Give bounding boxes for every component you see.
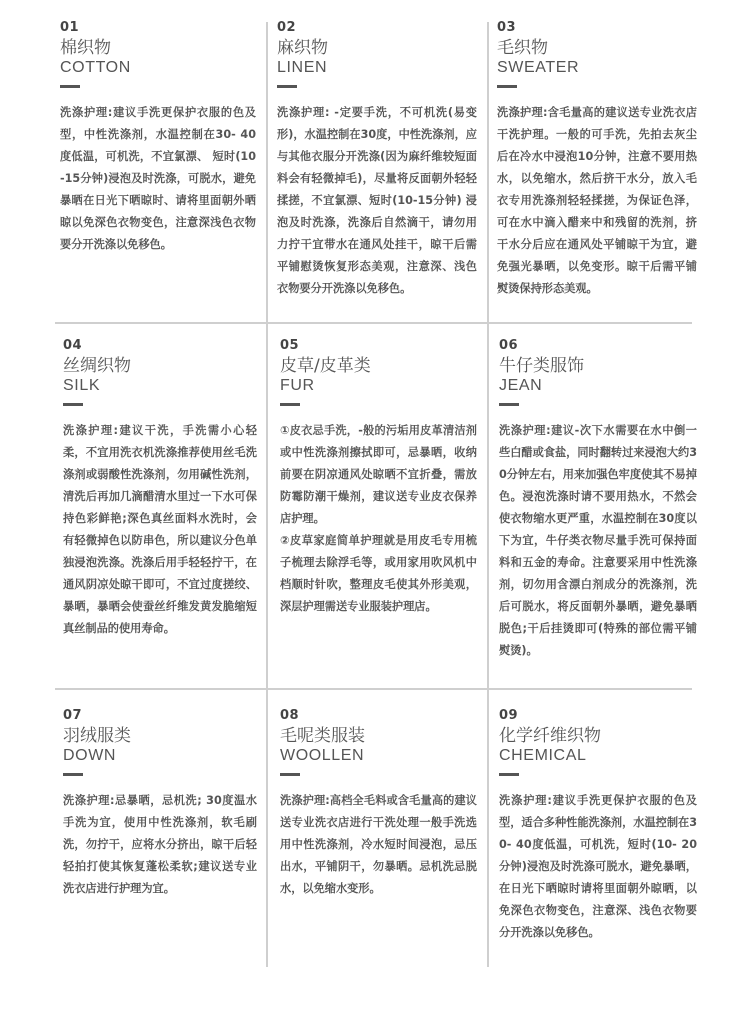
care-instructions [497, 102, 697, 300]
fabric-number: 05 [280, 338, 300, 353]
care-paragraph: 洗涤护理:建议-次下水需要在水中倒一些白醋或食盐，同时翻转过来浸泡大约30分钟左右，用来加强色牢度使其不易掉色。浸泡洗涤时请不要用热水，不然会使衣物缩水更严重，水温控制在30度以下为宜，牛仔类衣物尽量手洗可保持面料和五金的寿命。注意要采用中性洗涤剂，切勿用含漂白剂成分的洗涤剂，洗后可脱水，将反面朝外暴晒，避免暴晒脱色;干后挂烫即可(特殊的部位需平铺熨烫)。 [499, 424, 697, 657]
care-instructions [60, 102, 256, 256]
care-paragraph: 洗涤护理:建议手洗更保护衣服的色及型，中性洗涤剂，水温控制在30- 40度低温，可机洗，不宜氯漂、 短时(10-15分钟)浸泡及时洗涤，可脱水，避免暴晒在日光下晒晾时、请将里面朝外晒晾以免深色衣物变色，注意深浅色衣物要分开洗涤以免移色。 [60, 106, 256, 251]
fabric-name-cn: 皮草/皮革类 [280, 356, 371, 376]
care-instructions [499, 790, 697, 944]
fabric-name-en: CHEMICAL [499, 747, 587, 764]
care-instructions [63, 790, 257, 900]
care-paragraph: 洗涤护理: -定要手洗，不可机洗(易变形)，水温控制在30度，中性洗涤剂，应与其他衣服分开洗涤(因为麻纤维较短面料会有轻微掉毛)，尽量将反面朝外轻轻揉搓，不宜氯漂、短时(10-15分钟) 浸泡及时洗涤，洗涤后自然滴干，请勿用力拧干宜带水在通风处挂干，晾干后需平铺慰烫恢复形态美观，注意深、浅色衣物要分开洗涤以免移色。 [277, 106, 477, 295]
fabric-name-cn: 毛呢类服装 [280, 726, 365, 746]
care-paragraph: 洗涤护理:建议手洗更保护衣服的色及型，适合多种性能洗涤剂，水温控制在30- 40度低温，可机洗，短时(10- 20分钟)浸泡及时洗涤可脱水，避免暴晒，在日光下晒晾时请将里面朝外晾晒，以免深色衣物变色，注意深、浅色衣物要分开洗涤以免移色。 [499, 794, 697, 939]
fabric-name-cn: 牛仔类服饰 [499, 356, 584, 376]
grid-divider-v1 [266, 22, 268, 967]
care-instructions [499, 420, 697, 662]
care-instructions [280, 790, 477, 900]
fabric-card-sweater [497, 20, 697, 300]
fabric-card-fur [280, 338, 477, 618]
fabric-name-en: WOOLLEN [280, 747, 365, 764]
fabric-card-silk [63, 338, 257, 640]
fabric-name-cn: 羽绒服类 [63, 726, 131, 746]
fabric-name-cn: 毛织物 [497, 38, 548, 58]
fabric-card-jean [499, 338, 697, 662]
grid-divider-h2 [55, 688, 692, 690]
fabric-name-en: JEAN [499, 377, 543, 394]
care-instructions [63, 420, 257, 640]
care-paragraph: 洗涤护理:建议干洗，手洗需小心轻柔，不宜用洗衣机洗涤推荐使用丝毛洗涤剂或弱酸性洗涤剂，勿用碱性洗剂，清洗后再加几滴醋清水里过一下水可保持色彩鲜艳;深色真丝面料水洗时，会有轻微掉色以防串色，所以建议分色单独浸泡洗涤。洗涤后用手轻轻拧干，在通风阴凉处晾干即可，不宜过度搓绞、暴晒，暴晒会使蚕丝纤维发黄发脆缩短真丝制品的使用寿命。 [63, 424, 257, 635]
fabric-card-chemical [499, 708, 697, 944]
care-paragraph: 洗涤护理:高档全毛料或含毛量高的建议送专业洗衣店进行干洗处理一般手洗选用中性洗涤剂，冷水短时间浸泡，忌压出水，平铺阴干，勿暴晒。忌机洗忌脱水，以免缩水变形。 [280, 794, 477, 895]
fabric-card-woollen [280, 708, 477, 900]
fabric-name-en: DOWN [63, 747, 117, 764]
fabric-name-cn: 麻织物 [277, 38, 328, 58]
title-underline [497, 85, 517, 88]
title-underline [499, 773, 519, 776]
title-underline [499, 403, 519, 406]
care-instructions [277, 102, 477, 300]
fabric-number: 02 [277, 20, 297, 35]
fabric-name-en: FUR [280, 377, 315, 394]
grid-divider-v2 [487, 22, 489, 967]
fabric-name-en: LINEN [277, 59, 328, 76]
title-underline [63, 773, 83, 776]
fabric-name-cn: 丝绸织物 [63, 356, 131, 376]
fabric-number: 03 [497, 20, 517, 35]
title-underline [280, 403, 300, 406]
fabric-card-linen [277, 20, 477, 300]
title-underline [277, 85, 297, 88]
care-instructions [280, 420, 477, 618]
fabric-card-down [63, 708, 257, 900]
fabric-name-en: COTTON [60, 59, 131, 76]
care-paragraph: 洗涤护理:含毛量高的建议送专业洗衣店干洗护理。一般的可手洗，先拍去灰尘后在冷水中浸泡10分钟，注意不要用热水，以免缩水，然后挤干水分，放入毛衣专用洗涤剂轻轻揉搓，为保证色泽，可在水中滴入醋来中和残留的洗剂，挤干水分后应在通风处平铺晾干为宜，避免强光暴晒，以免变形。晾干后需平铺熨烫保持形态美观。 [497, 106, 697, 295]
fabric-name-cn: 棉织物 [60, 38, 111, 58]
title-underline [63, 403, 83, 406]
fabric-card-cotton [60, 20, 256, 256]
fabric-number: 07 [63, 708, 83, 723]
grid-divider-h1 [55, 322, 692, 324]
fabric-number: 06 [499, 338, 519, 353]
care-paragraph: ②皮草家庭简单护理就是用皮毛专用梳子梳理去除浮毛等，或用家用吹风机中档顺时针吹，整理皮毛使其外形美观，深层护理需送专业服装护理店。 [280, 534, 477, 613]
fabric-number: 08 [280, 708, 300, 723]
fabric-name-cn: 化学纤维织物 [499, 726, 601, 746]
care-paragraph: ①皮衣忌手洗，-般的污垢用皮革清洁剂或中性洗涤剂擦拭即可，忌暴晒，收纳前要在阴凉通风处晾晒不宜折叠，需放防霉防潮干燥剂，建议送专业皮衣保养店护理。 [280, 424, 477, 525]
fabric-name-en: SILK [63, 377, 101, 394]
care-paragraph: 洗涤护理:忌暴晒，忌机洗; 30度温水手洗为宜，使用中性洗涤剂，软毛刷洗，勿拧干，应将水分挤出，晾干后轻轻拍打使其恢复蓬松柔软;建议送专业洗衣店进行护理为宜。 [63, 794, 257, 895]
fabric-number: 01 [60, 20, 80, 35]
title-underline [60, 85, 80, 88]
title-underline [280, 773, 300, 776]
fabric-number: 09 [499, 708, 519, 723]
fabric-number: 04 [63, 338, 83, 353]
fabric-name-en: SWEATER [497, 59, 580, 76]
